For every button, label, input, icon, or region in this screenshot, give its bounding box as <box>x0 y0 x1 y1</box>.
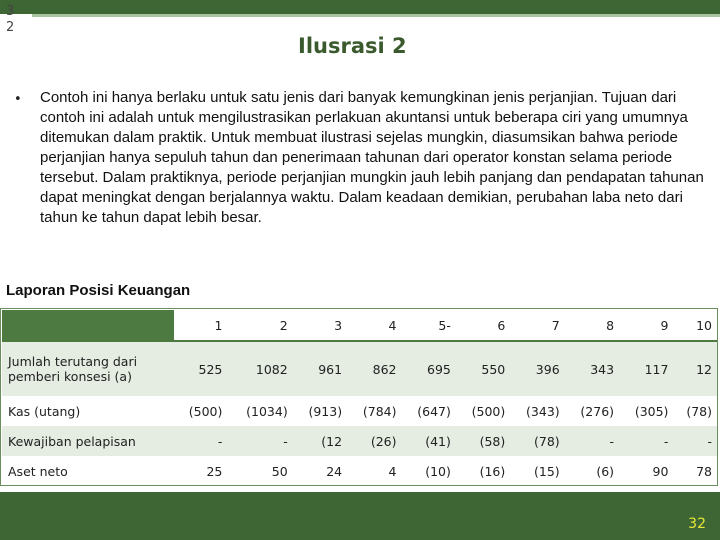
top-banner-accent <box>32 14 720 17</box>
table-cell: 50 <box>271 463 288 479</box>
table-cell: (15) <box>533 463 560 479</box>
table-cell: 550 <box>457 341 511 396</box>
table-cell: 12 <box>674 341 718 396</box>
table-cell: 117 <box>620 341 674 396</box>
slide-title: Ilusrasi 2 <box>298 34 407 58</box>
table-cell: - <box>620 426 674 456</box>
table-cell: 78 <box>696 463 712 479</box>
table-cell: 961 <box>294 341 348 396</box>
table-cell: - <box>566 426 620 456</box>
header-year: 2 <box>228 310 293 341</box>
table-cell: 862 <box>348 341 402 396</box>
table-cell: (41) <box>402 426 456 456</box>
table-cell: (6) <box>596 463 615 479</box>
header-year: 8 <box>566 310 620 341</box>
table-cell: (16) <box>479 463 506 479</box>
slide-number-digit-2: 2 <box>6 20 15 35</box>
table-cell: (647) <box>417 403 451 419</box>
table-cell: (10) <box>425 463 451 479</box>
header-label-cell <box>2 310 174 341</box>
table-cell: 1082 <box>228 341 293 396</box>
table-cell: (784) <box>362 403 397 419</box>
header-year: 10 <box>674 310 718 341</box>
header-year: 4 <box>348 310 402 341</box>
row-label: Aset neto <box>8 463 68 479</box>
table-cell: (500) <box>188 403 223 419</box>
table-cell: (78) <box>511 426 565 456</box>
table-cell: 343 <box>566 341 620 396</box>
header-year: 6 <box>457 310 511 341</box>
table-cell: 24 <box>326 463 343 479</box>
table-row <box>2 341 718 396</box>
table-cell: 396 <box>511 341 565 396</box>
row-label: Kas (utang) <box>8 403 81 419</box>
table-cell: (343) <box>526 403 560 419</box>
slide-number-vertical <box>6 4 14 36</box>
slide-number-digit-1: 3 <box>6 4 15 19</box>
table-cell: 25 <box>206 463 223 479</box>
table-cell: - <box>174 426 228 456</box>
table-cell: (1034) <box>246 403 288 419</box>
header-year: 9 <box>620 310 674 341</box>
row-label: Jumlah terutang dari pemberi konsesi (a) <box>2 341 174 396</box>
top-banner <box>0 0 720 14</box>
section-heading: Laporan Posisi Keuangan <box>6 282 191 299</box>
table-cell: (276) <box>580 403 615 419</box>
table-row <box>2 396 718 426</box>
table-cell: 525 <box>174 341 228 396</box>
table-cell: 90 <box>652 463 669 479</box>
table-cell: (500) <box>471 403 506 419</box>
table-header-row <box>2 310 718 341</box>
page-number: 32 <box>688 516 706 532</box>
bullet-marker: • <box>14 92 22 107</box>
row-label: Kewajiban pelapisan <box>2 426 174 456</box>
table-cell: (58) <box>457 426 511 456</box>
table-cell: 695 <box>402 341 456 396</box>
footer-banner <box>0 492 720 540</box>
table-cell: (305) <box>634 403 669 419</box>
table-cell: (12 <box>294 426 348 456</box>
table-row <box>2 426 718 456</box>
table-row <box>2 456 718 486</box>
bullet-paragraph: Contoh ini hanya berlaku untuk satu jenis dari banyak kemungkinan jenis perjanjian. Tujuan dari contoh ini adalah untuk mengilustrasikan perlakuan akuntansi untuk beberapa ciri yang umumnya ditemukan dalam praktik. Untuk membuat ilustrasi sejelas mungkin, diasumsikan bahwa periode perjanjian hanya sepuluh tahun dan penerimaan tahunan dari operator konstan selama periode tersebut. Dalam praktiknya, periode perjanjian mungkin jauh lebih panjang dan pendapatan tahunan dapat meningkat dengan berjalannya waktu. Dalam keadaan demikian, perubahan laba neto dari tahun ke tahun dapat lebih besar. <box>40 89 704 226</box>
header-year: 3 <box>294 310 348 341</box>
table-cell: (26) <box>348 426 402 456</box>
header-year: 1 <box>174 310 228 341</box>
header-year: 5- <box>402 310 456 341</box>
financial-position-table <box>2 310 718 486</box>
table-cell: - <box>228 426 293 456</box>
table-cell: 4 <box>388 463 397 479</box>
header-year: 7 <box>511 310 565 341</box>
table-cell: - <box>674 426 718 456</box>
table-cell: (913) <box>308 403 343 419</box>
table-cell: (78) <box>686 403 712 419</box>
